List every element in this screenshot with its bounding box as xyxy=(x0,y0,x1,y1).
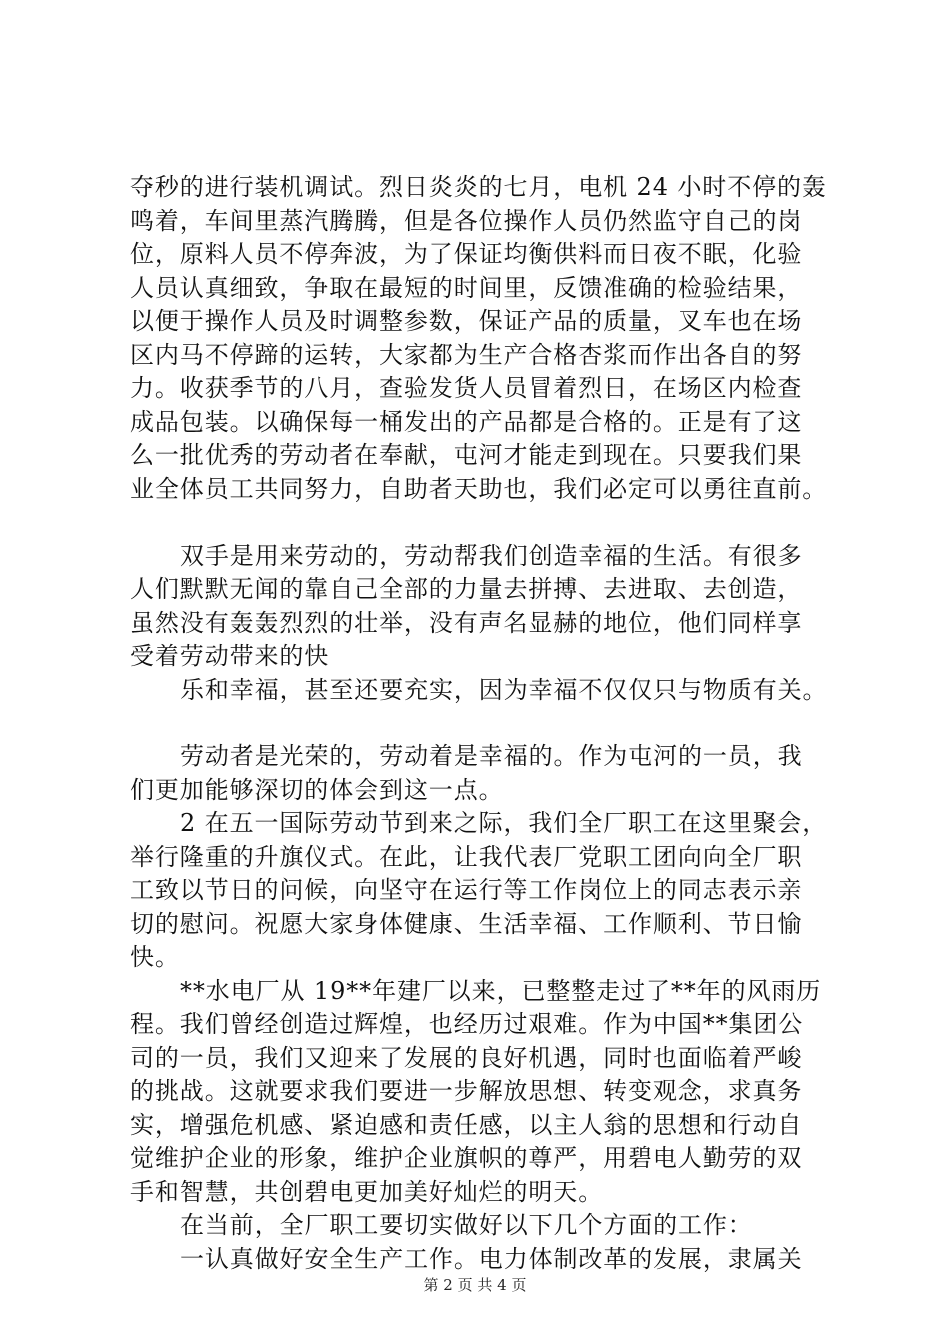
text-line: 切的慰问。祝愿大家身体健康、生活幸福、工作顺利、节日愉 xyxy=(130,910,803,938)
text-line: 业全体员工共同努力，自助者天助也，我们必定可以勇往直前。 xyxy=(130,475,828,503)
text-line: 以便于操作人员及时调整参数，保证产品的质量，叉车也在场 xyxy=(130,307,803,335)
text-line: 实，增强危机感、紧迫感和责任感，以主人翁的思想和行动自 xyxy=(130,1111,803,1139)
text-line: 手和智慧，共创碧电更加美好灿烂的明天。 xyxy=(130,1178,604,1206)
text-line: 程。我们曾经创造过辉煌，也经历过艰难。作为中国**集团公 xyxy=(130,1010,804,1038)
text-line: 双手是用来劳动的，劳动帮我们创造幸福的生活。有很多 xyxy=(180,542,803,570)
text-line: 虽然没有轰轰烈烈的壮举，没有声名显赫的地位，他们同样享 xyxy=(130,609,803,637)
text-line: 举行隆重的升旗仪式。在此，让我代表厂党职工团向向全厂职 xyxy=(130,843,803,871)
text-line: 夺秒的进行装机调试。烈日炎炎的七月，电机 24 小时不停的轰 xyxy=(130,173,827,201)
text-line: 们更加能够深切的体会到这一点。 xyxy=(130,776,504,804)
text-line: 一认真做好安全生产工作。电力体制改革的发展，隶属关 xyxy=(180,1245,803,1273)
text-line: 受着劳动带来的快 xyxy=(130,642,330,670)
text-line: 的挑战。这就要求我们要进一步解放思想、转变观念，求真务 xyxy=(130,1077,803,1105)
text-line: 人员认真细致，争取在最短的时间里，反馈准确的检验结果， xyxy=(130,274,803,302)
text-line: 位，原料人员不停奔波，为了保证均衡供料而日夜不眠，化验 xyxy=(130,240,803,268)
text-line: 么一批优秀的劳动者在奉献，屯河才能走到现在。只要我们果 xyxy=(130,441,803,469)
text-line: 快。 xyxy=(130,943,180,971)
text-line: 工致以节日的问候，向坚守在运行等工作岗位上的同志表示亲 xyxy=(130,876,803,904)
text-line: 成品包装。以确保每一桶发出的产品都是合格的。正是有了这 xyxy=(130,408,803,436)
text-line: 力。收获季节的八月，查验发货人员冒着烈日，在场区内检查 xyxy=(130,374,803,402)
text-line: 在当前，全厂职工要切实做好以下几个方面的工作： xyxy=(180,1211,753,1239)
text-line: 人们默默无闻的靠自己全部的力量去拼搏、去进取、去创造， xyxy=(130,575,803,603)
text-line: 司的一员，我们又迎来了发展的良好机遇，同时也面临着严峻 xyxy=(130,1044,803,1072)
text-line: 鸣着，车间里蒸汽腾腾，但是各位操作人员仍然监守自己的岗 xyxy=(130,207,803,235)
text-line: 乐和幸福，甚至还要充实，因为幸福不仅仅只与物质有关。 xyxy=(180,676,828,704)
text-line: 劳动者是光荣的，劳动着是幸福的。作为屯河的一员，我 xyxy=(180,742,803,770)
text-line: **水电厂从 19**年建厂以来，已整整走过了**年的风雨历 xyxy=(180,977,822,1005)
text-line: 区内马不停蹄的运转，大家都为生产合格杏浆而作出各自的努 xyxy=(130,341,803,369)
text-line: 2 在五一国际劳动节到来之际，我们全厂职工在这里聚会， xyxy=(180,809,828,837)
text-line: 觉维护企业的形象，维护企业旗帜的尊严，用碧电人勤劳的双 xyxy=(130,1144,803,1172)
page-footer: 第 2 页 共 4 页 xyxy=(423,1276,527,1294)
